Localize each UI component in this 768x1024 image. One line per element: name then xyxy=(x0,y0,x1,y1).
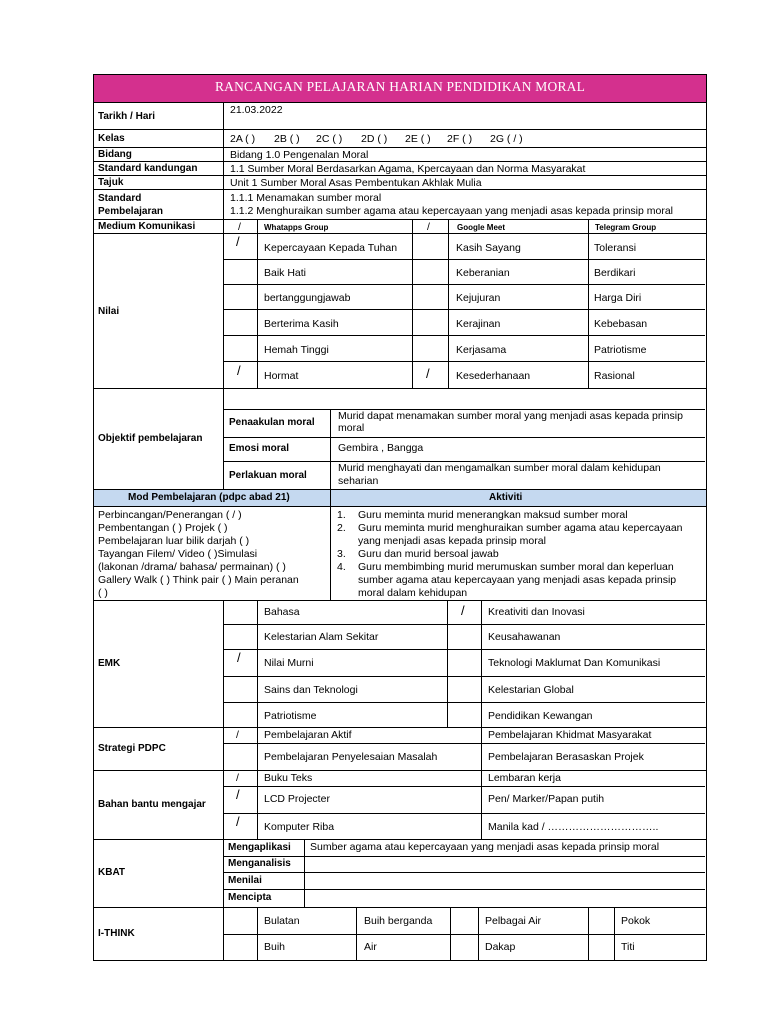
standard-pembelajaran-row xyxy=(94,189,706,219)
nilai-section xyxy=(94,233,706,388)
emk-item: Kelestarian Global xyxy=(488,684,574,696)
standard-pembelajaran-label: Standard xyxy=(98,193,142,204)
bidang-value: Bidang 1.0 Pengenalan Moral xyxy=(230,149,369,161)
ithink-item: Titi xyxy=(621,941,635,953)
bahan-item: Komputer Riba xyxy=(264,821,335,833)
bahan-item: Lembaran kerja xyxy=(488,772,561,784)
objektif-label: Objektif pembelajaran xyxy=(98,433,203,444)
aktiviti-number: 4. xyxy=(337,561,346,573)
aktiviti-number: 3. xyxy=(337,548,346,560)
bahan-check-mark: / xyxy=(236,787,240,802)
nilai-item: Kebebasan xyxy=(594,318,648,330)
aktiviti-header: Aktiviti xyxy=(489,492,523,503)
ithink-item: Buih xyxy=(264,941,286,953)
kelas-label: Kelas xyxy=(98,133,125,144)
kelas-row xyxy=(94,129,706,147)
strategi-item: Pembelajaran Khidmat Masyarakat xyxy=(488,729,652,741)
aktiviti-line: Guru dan murid bersoal jawab xyxy=(358,548,499,560)
emk-check-mark: / xyxy=(237,650,241,665)
medium-option-telegram: Telegram Group xyxy=(595,223,657,232)
objektif-value: moral xyxy=(338,422,365,434)
standard-kandungan-row xyxy=(94,161,706,175)
standard-kandungan-label: Standard kandungan xyxy=(98,163,198,174)
kelas-option: 2D ( ) xyxy=(361,133,388,145)
ithink-item: Air xyxy=(364,941,377,953)
ithink-item: Pokok xyxy=(621,915,651,927)
nilai-item: Kejujuran xyxy=(456,292,501,304)
strategi-check-mark: / xyxy=(236,729,239,741)
emk-item: Kreativiti dan Inovasi xyxy=(488,606,585,618)
bahan-item: Manila kad / ………………………….. xyxy=(488,821,659,833)
nilai-item: Kasih Sayang xyxy=(456,242,521,254)
aktiviti-line: moral dalam kehidupan xyxy=(358,587,468,599)
nilai-item: Patriotisme xyxy=(594,344,647,356)
bidang-label: Bidang xyxy=(98,149,132,160)
objektif-value: Murid dapat menamakan sumber moral yang menjadi asas kepada prinsip xyxy=(338,410,683,422)
nilai-item: Rasional xyxy=(594,370,635,382)
standard-pembelajaran-line: 1.1.2 Menghuraikan sumber agama atau kepercayaan yang menjadi asas kepada prinsip moral xyxy=(230,205,674,217)
mod-line: Gallery Walk ( ) Think pair ( ) Main peranan xyxy=(98,574,299,586)
nilai-item: bertanggungjawab xyxy=(264,292,351,304)
mod-line: ( ) xyxy=(98,587,108,599)
bahan-item: Pen/ Marker/Papan putih xyxy=(488,793,605,805)
mod-content-row xyxy=(94,506,706,600)
standard-pembelajaran-label: Pembelajaran xyxy=(98,206,164,217)
nilai-item: Kesederhanaan xyxy=(456,370,531,382)
bahan-label: Bahan bantu mengajar xyxy=(98,799,206,810)
nilai-item: Baik Hati xyxy=(264,267,307,279)
nilai-item: Kerjasama xyxy=(456,344,507,356)
emk-item: Keusahawanan xyxy=(488,631,561,643)
strategi-item: Pembelajaran Berasaskan Projek xyxy=(488,751,644,763)
bahan-item: LCD Projecter xyxy=(264,793,330,805)
medium-mark: / xyxy=(238,221,241,233)
aktiviti-line: yang menjadi asas kepada prinsip moral xyxy=(358,535,546,547)
kelas-option: 2E ( ) xyxy=(405,133,431,145)
kelas-option: 2B ( ) xyxy=(274,133,300,145)
ithink-section xyxy=(94,907,706,960)
nilai-item: Hormat xyxy=(264,370,299,382)
mod-line: Tayangan Filem/ Video ( )Simulasi xyxy=(98,548,258,560)
aktiviti-number: 2. xyxy=(337,522,346,534)
bidang-row xyxy=(94,147,706,161)
strategi-item: Pembelajaran Aktif xyxy=(264,729,352,741)
medium-option-google-meet: Google Meet xyxy=(457,223,506,232)
kelas-option: 2A ( ) xyxy=(230,133,256,145)
standard-pembelajaran-line: 1.1.1 Menamakan sumber moral xyxy=(230,192,382,204)
bahan-check-mark: / xyxy=(236,814,240,829)
mod-line: Pembentangan ( ) Projek ( ) xyxy=(98,522,228,534)
nilai-item: Toleransi xyxy=(594,242,637,254)
objektif-value: Gembira , Bangga xyxy=(338,442,424,454)
tajuk-label: Tajuk xyxy=(98,177,124,188)
objektif-value: Murid menghayati dan mengamalkan sumber moral dalam kehidupan xyxy=(338,462,661,474)
kbat-key: Mencipta xyxy=(228,892,272,903)
emk-item: Kelestarian Alam Sekitar xyxy=(264,631,379,643)
ithink-item: Buih berganda xyxy=(364,915,433,927)
ithink-item: Pelbagai Air xyxy=(485,915,542,927)
aktiviti-line: Guru meminta murid menghuraikan sumber agama atau kepercayaan xyxy=(358,522,683,534)
emk-item: Bahasa xyxy=(264,606,300,618)
nilai-item: Kepercayaan Kepada Tuhan xyxy=(264,242,398,254)
bahan-section xyxy=(94,770,706,839)
medium-row xyxy=(94,219,706,233)
emk-section xyxy=(94,600,706,727)
kelas-option: 2F ( ) xyxy=(447,133,473,145)
emk-item: Nilai Murni xyxy=(264,657,314,669)
objektif-key: Emosi moral xyxy=(229,443,290,454)
emk-item: Pendidikan Kewangan xyxy=(488,710,593,722)
kbat-value: Sumber agama atau kepercayaan yang menjadi asas kepada prinsip moral xyxy=(310,841,660,853)
emk-item: Sains dan Teknologi xyxy=(264,684,358,696)
kbat-label: KBAT xyxy=(98,867,126,878)
aktiviti-line: Guru meminta murid menerangkan maksud sumber moral xyxy=(358,509,628,521)
ithink-item: Bulatan xyxy=(264,915,300,927)
aktiviti-number: 1. xyxy=(337,509,346,521)
tajuk-value: Unit 1 Sumber Moral Asas Pembentukan Akhlak Mulia xyxy=(230,177,482,189)
objektif-value: seharian xyxy=(338,475,379,487)
mod-line: Pembelajaran luar bilik darjah ( ) xyxy=(98,535,250,547)
objektif-key: Perlakuan moral xyxy=(229,470,307,481)
ithink-label: I-THINK xyxy=(98,928,135,939)
nilai-item: Kerajinan xyxy=(456,318,501,330)
strategi-item: Pembelajaran Penyelesaian Masalah xyxy=(264,751,438,763)
strategi-section xyxy=(94,727,706,770)
nilai-check-mark: / xyxy=(236,234,240,249)
standard-kandungan-value: 1.1 Sumber Moral Berdasarkan Agama, Kpercayaan dan Norma Masyarakat xyxy=(230,163,586,175)
aktiviti-line: sumber agama atau kepercayaan yang menjadi asas kepada prinsip xyxy=(358,574,677,586)
nilai-item: Harga Diri xyxy=(594,292,642,304)
kelas-option: 2G ( / ) xyxy=(490,133,523,145)
nilai-item: Berdikari xyxy=(594,267,636,279)
kbat-key: Menganalisis xyxy=(228,858,291,869)
mod-header-row xyxy=(94,489,706,506)
mod-line: (lakonan /drama/ bahasa/ permainan) ( ) xyxy=(98,561,286,573)
medium-label: Medium Komunikasi xyxy=(98,221,196,232)
bahan-item: Buku Teks xyxy=(264,772,313,784)
form-title: RANCANGAN PELAJARAN HARIAN PENDIDIKAN MORAL xyxy=(94,75,706,102)
bahan-check-mark: / xyxy=(236,772,239,784)
objektif-key: Penaakulan moral xyxy=(229,417,315,428)
medium-mark: / xyxy=(427,221,430,233)
nilai-item: Hemah Tinggi xyxy=(264,344,329,356)
tajuk-row xyxy=(94,175,706,189)
kbat-key: Mengaplikasi xyxy=(228,842,291,853)
ithink-item: Dakap xyxy=(485,941,516,953)
emk-item: Teknologi Maklumat Dan Komunikasi xyxy=(488,657,661,669)
nilai-item: Keberanian xyxy=(456,267,510,279)
kelas-option: 2C ( ) xyxy=(316,133,343,145)
mod-line: Perbincangan/Penerangan ( / ) xyxy=(98,509,242,521)
medium-option-whatsapp: Whatapps Group xyxy=(264,223,329,232)
mod-header: Mod Pembelajaran (pdpc abad 21) xyxy=(128,492,290,503)
objektif-section xyxy=(94,388,706,489)
emk-check-mark: / xyxy=(461,603,465,618)
aktiviti-line: Guru membimbing murid merumuskan sumber moral dan keperluan xyxy=(358,561,674,573)
tarikh-row xyxy=(94,102,706,129)
tarikh-value: 21.03.2022 xyxy=(230,104,283,116)
tarikh-label: Tarikh / Hari xyxy=(98,111,156,122)
emk-item: Patriotisme xyxy=(264,710,317,722)
nilai-check-mark: / xyxy=(237,363,241,378)
kbat-key: Menilai xyxy=(228,875,262,886)
nilai-label: Nilai xyxy=(98,306,120,317)
strategi-label: Strategi PDPC xyxy=(98,743,166,754)
kbat-section xyxy=(94,839,706,907)
nilai-item: Berterima Kasih xyxy=(264,318,339,330)
emk-label: EMK xyxy=(98,658,121,669)
nilai-check-mark: / xyxy=(426,366,430,381)
rph-form xyxy=(93,74,707,961)
